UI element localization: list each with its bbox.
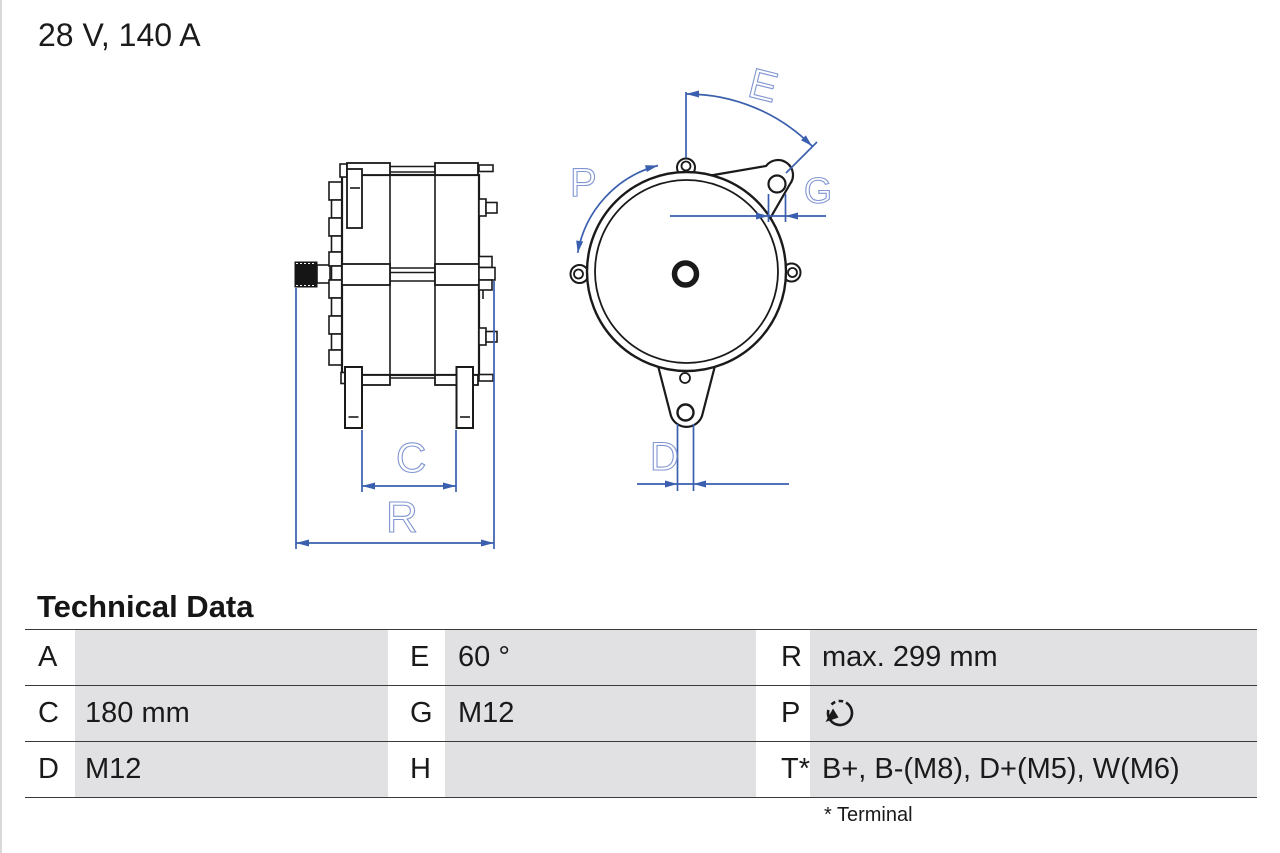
param-value-e: 60 ° [445, 630, 756, 685]
param-value-r: max. 299 mm [810, 630, 1257, 685]
param-label-r: R [756, 630, 810, 685]
param-value-d: M12 [75, 742, 388, 797]
param-label-t: T* [756, 742, 810, 797]
param-value-p [810, 686, 1257, 741]
dimension-label-g: G [804, 170, 833, 211]
technical-data-table [25, 629, 1257, 798]
table-row [25, 742, 1257, 798]
dimension-label-r: R [386, 493, 418, 542]
dimension-label-c: C [396, 434, 427, 481]
voltage-amperage-title: 28 V, 140 A [38, 17, 201, 53]
param-value-c: 180 mm [75, 686, 388, 741]
technical-data-heading: Technical Data [37, 589, 254, 624]
dimension-label-d: D [650, 435, 679, 479]
param-label-e: E [388, 630, 445, 685]
param-label-d: D [25, 742, 75, 797]
param-value-a [75, 630, 388, 685]
param-label-h: H [388, 742, 445, 797]
rotation-direction-icon [822, 695, 858, 733]
param-value-h [445, 742, 756, 797]
table-row [25, 630, 1257, 686]
param-label-g: G [388, 686, 445, 741]
alternator-side-view [295, 163, 497, 428]
dimension-label-e: E [744, 58, 783, 112]
terminal-footnote: * Terminal [824, 804, 913, 826]
param-value-t: B+, B-(M8), D+(M5), W(M6) [810, 742, 1257, 797]
param-label-a: A [25, 630, 75, 685]
dimension-label-p: P [570, 161, 597, 205]
table-row [25, 686, 1257, 742]
param-value-g: M12 [445, 686, 756, 741]
param-label-p: P [756, 686, 810, 741]
param-label-c: C [25, 686, 75, 741]
